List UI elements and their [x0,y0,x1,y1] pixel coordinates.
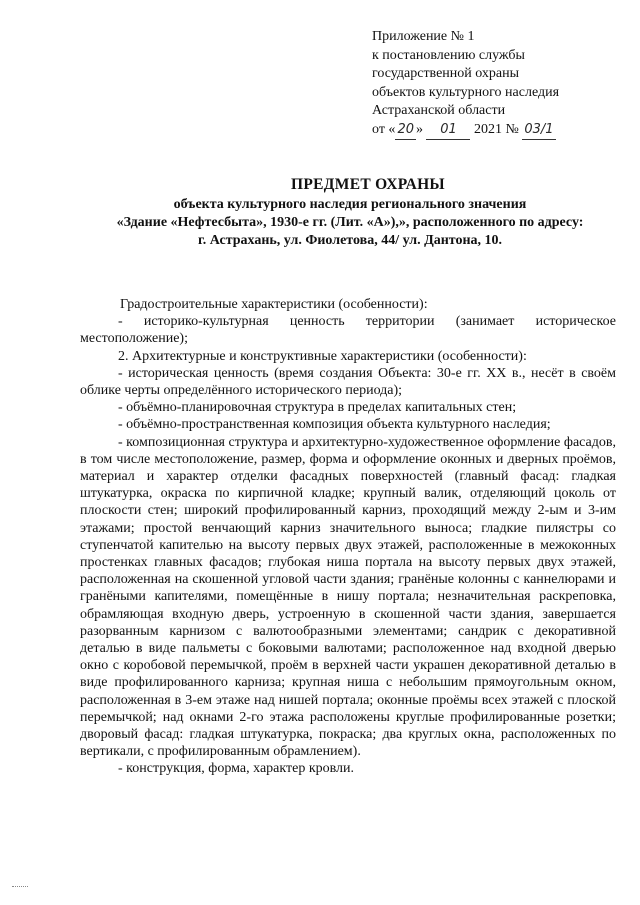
paragraph-roof: - конструкция, форма, характер кровли. [118,761,355,777]
handwritten-day: 20 [395,121,416,141]
paragraph-historic-territory: - историко-культурная ценность территории (занимает историческое местоположение); [80,314,616,347]
appendix-date-line [372,121,622,141]
date-separator: » [415,121,423,137]
paragraph-historic-value: - историческая ценность (время создания Объекта: 30-е гг. XX в., несёт в своём облике черты определённого исторического периода); [80,365,616,399]
date-year: 2021 № [473,121,519,137]
handwritten-number: 03/1 [522,121,555,141]
appendix-header [372,28,622,140]
paragraph-spatial-composition: - объёмно-пространственная композиция объекта культурного наследия; [118,417,551,433]
title-building-line: «Здание «Нефтесбыта», 1930-е гг. (Лит. «А»),», расположенного по адресу: [116,215,584,230]
handwritten-month: 01 [426,121,470,141]
title-block [60,176,640,250]
page-edge-mark [12,886,28,888]
appendix-line-region: Астраханской области [372,103,506,118]
paragraph-architecture-heading: 2. Архитектурные и конструктивные характеристики (особенности): [118,348,527,364]
appendix-number: Приложение № 1 [372,29,475,44]
body-text [80,296,616,778]
title-address-line: г. Астрахань, ул. Фиолетова, 44/ ул. Дантона, 10. [197,233,503,248]
paragraph-planning-structure: - объёмно-планировочная структура в пределах капитальных стен; [118,400,517,416]
appendix-line-heritage: объектов культурного наследия [372,84,560,100]
paragraph-urban: Градостроительные характеристики (особенности): [120,297,428,312]
appendix-line-service: государственной охраны [372,66,520,81]
title-object-line: объекта культурного наследия регионального значения [173,197,527,212]
date-prefix: от « [372,121,396,137]
paragraph-facade-composition: - композиционная структура и архитектурно-художественное оформление фасадов, в том числе местоположение, размер, форма и оформление оконных и дверных проёмов, материал и характер отделки фасадных поверхностей (главный фасад: гладкая штукатурка, окраска по кирпичной кладке; крупный валик, отделяющий цоколь от плоскости стен; широкий профилированный карниз, проходящий между 2-ым и 3-им этажами; простой венчающий карниз значительного выноса; гладкие пилястры со ступенчатой капителью на высоту первых двух этажей, расположенные в межоконных простенках главных фасадов; глубокая ниша портала на высоту первых двух этажей, расположенная на скошенной угловой части здания; гранёные колонны с каннелюрами и гранёными капителями, помещённые в нишу портала; незначительная раскреповка, обрамляющая входную дверь, устроенную в скошенной части здания, завершается разорванным карнизом с валютообразными элементами; сандрик с декоративной деталью в виде пальметы с боковыми валютами; расположенное над входной дверью окно с коробовой перемычкой, проём в верхней части украшен декоративной деталью в виде профилированного карниза; крупная ниша с небольшим прямоугольным окном, расположенная в 3-ем этаже над нишей портала; оконные проёмы всех этажей с плоской перемычкой; над окнами 2-го этажа расположены круглые профилированные розетки; дворовый фасад: гладкая штукатурка, покраска; два круглых окна, расположенных по вертикали, с профилированным обрамлением). [80,434,616,760]
document-title: ПРЕДМЕТ ОХРАНЫ [291,176,445,193]
appendix-line-resolution: к постановлению службы [372,47,525,63]
